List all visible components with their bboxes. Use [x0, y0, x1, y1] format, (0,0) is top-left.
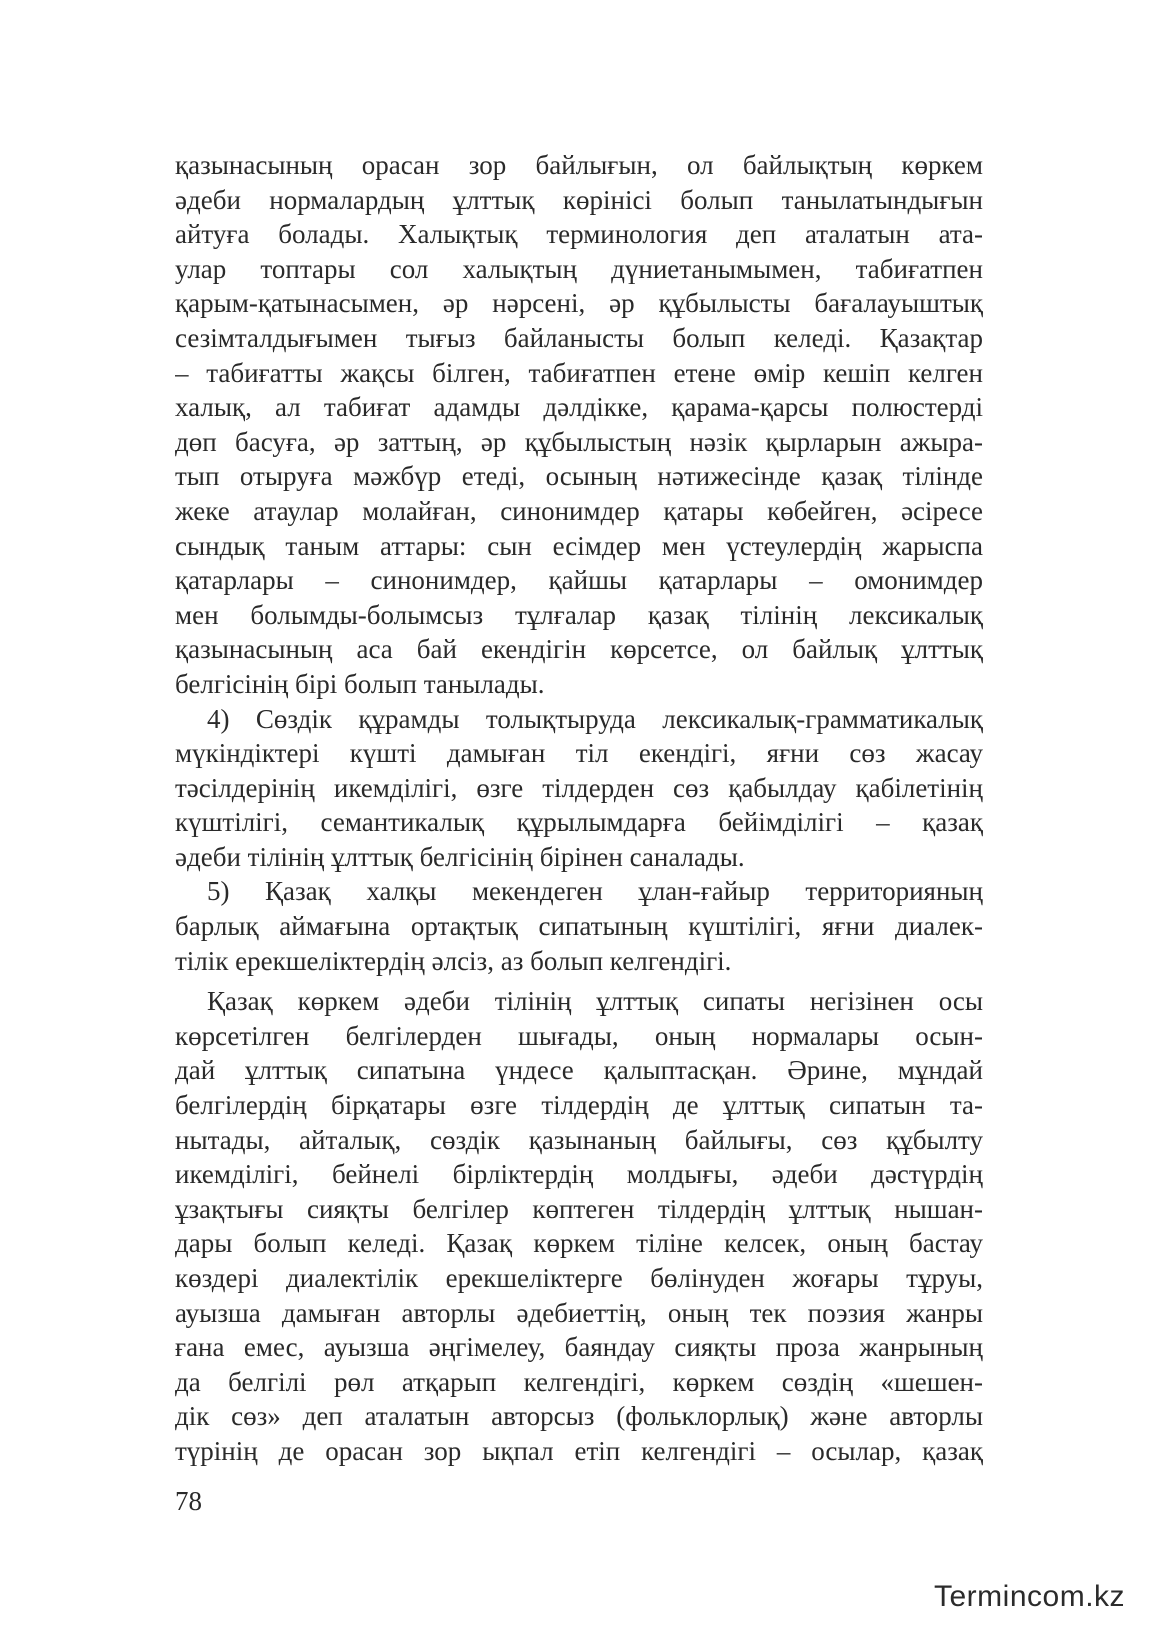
watermark-logo — [934, 1575, 1142, 1619]
text-line: дік сөз» деп аталатын авторсыз (фольклорлық) және авторлы — [175, 1401, 983, 1432]
text-line: барлық аймағына ортақтық сипатының күштілігі, яғни диалек- — [175, 911, 983, 942]
text-line: мен болымды-болымсыз тұлғалар қазақ тілінің лексикалық — [175, 599, 983, 630]
page-number: 78 — [175, 1486, 202, 1516]
text-line: ауызша дамыған авторлы әдебиеттің, оның тек поэзия жанры — [175, 1297, 983, 1328]
text-line: қазынасының аса бай екендігін көрсетсе, ол байлық ұлттық — [175, 634, 983, 665]
text-line: қарым-қатынасымен, әр нәрсені, әр құбылысты бағалауыштық — [175, 288, 983, 319]
text-line: ұзақтығы сияқты белгілер көптеген тілдердің ұлттық нышан- — [175, 1193, 983, 1224]
paragraph-3 — [175, 874, 983, 978]
text-line: қатарлары – синонимдер, қайшы қатарлары – омонимдер — [175, 565, 983, 596]
text-line: әдеби нормалардың ұлттық көрінісі болып танылатындығын — [175, 184, 983, 215]
text-line: көрсетілген белгілерден шығады, оның нормалары осын- — [175, 1020, 983, 1051]
watermark-text: Termincom.kz — [934, 1580, 1126, 1613]
paragraph-4 — [175, 984, 983, 1468]
text-line: дары болып келеді. Қазақ көркем тіліне келсек, оның бастау — [175, 1228, 983, 1259]
page-body — [175, 148, 983, 1469]
paragraph-1 — [175, 148, 983, 702]
text-line: 4) Сөздік құрамды толықтыруда лексикалық-грамматикалық — [207, 703, 983, 734]
text-line: да белгілі рөл атқарып келгендігі, көркем сөздің «шешен- — [175, 1366, 983, 1397]
text-line: мүкіндіктері күшті дамыған тіл екендігі, яғни сөз жасау — [175, 738, 983, 769]
text-line: улар топтары сол халықтың дүниетанымымен, табиғатпен — [175, 253, 983, 284]
text-line: көздері диалектілік ерекшеліктерге бөлінуден жоғары тұруы, — [175, 1263, 983, 1293]
text-line: 5) Қазақ халқы мекендеген ұлан-ғайыр территорияның — [207, 876, 983, 907]
text-line: жеке атаулар молайған, синонимдер қатары көбейген, әсіресе — [175, 495, 983, 526]
text-line: белгілердің бірқатары өзге тілдердің де ұлттық сипатын та- — [175, 1090, 983, 1121]
text-line: күштілігі, семантикалық құрылымдарға бейімділігі – қазақ — [175, 807, 983, 838]
text-line: икемділігі, бейнелі бірліктердің молдығы, әдеби дәстүрдің — [175, 1159, 983, 1190]
text-line: – табиғатты жақсы білген, табиғатпен етене өмір кешіп келген — [175, 357, 983, 388]
text-line: тілік ерекшеліктердің әлсіз, аз болып келгендігі. — [175, 945, 732, 976]
text-line: қазынасының орасан зор байлығын, ол байлықтың көркем — [175, 150, 983, 180]
text-line: айтуға болады. Халықтық терминология деп аталатын ата- — [175, 219, 983, 250]
text-line: түрінің де орасан зор ықпал етіп келгендігі – осылар, қазақ — [175, 1435, 983, 1466]
text-line: белгісінің бірі болып танылады. — [175, 668, 545, 699]
text-line: Қазақ көркем әдеби тілінің ұлттық сипаты негізінен осы — [207, 986, 983, 1017]
text-line: тып отыруға мәжбүр етеді, осының нәтижесінде қазақ тілінде — [175, 461, 983, 492]
text-line: тәсілдерінің икемділігі, өзге тілдерден сөз қабылдау қабілетінің — [175, 772, 983, 803]
text-line: дөп басуға, әр заттың, әр құбылыстың нәзік қырларын ажыра- — [175, 426, 983, 457]
text-line: халық, ал табиғат адамды дәлдікке, қарама-қарсы полюстерді — [175, 392, 983, 423]
text-line: дай ұлттық сипатына үндесе қалыптасқан. Әрине, мұндай — [175, 1055, 983, 1086]
paragraph-2 — [175, 702, 983, 875]
text-line: ғана емес, ауызша әңгімелеу, баяндау сияқты проза жанрының — [175, 1332, 983, 1363]
text-line: сезімталдығымен тығыз байланысты болып келеді. Қазақтар — [175, 322, 983, 353]
text-line: нытады, айталық, сөздік қазынаның байлығы, сөз құбылту — [175, 1124, 983, 1155]
text-line: сындық таным аттары: сын есімдер мен үстеулердің жарыспа — [175, 530, 983, 561]
text-line: әдеби тілінің ұлттық белгісінің бірінен саналады. — [175, 841, 745, 872]
